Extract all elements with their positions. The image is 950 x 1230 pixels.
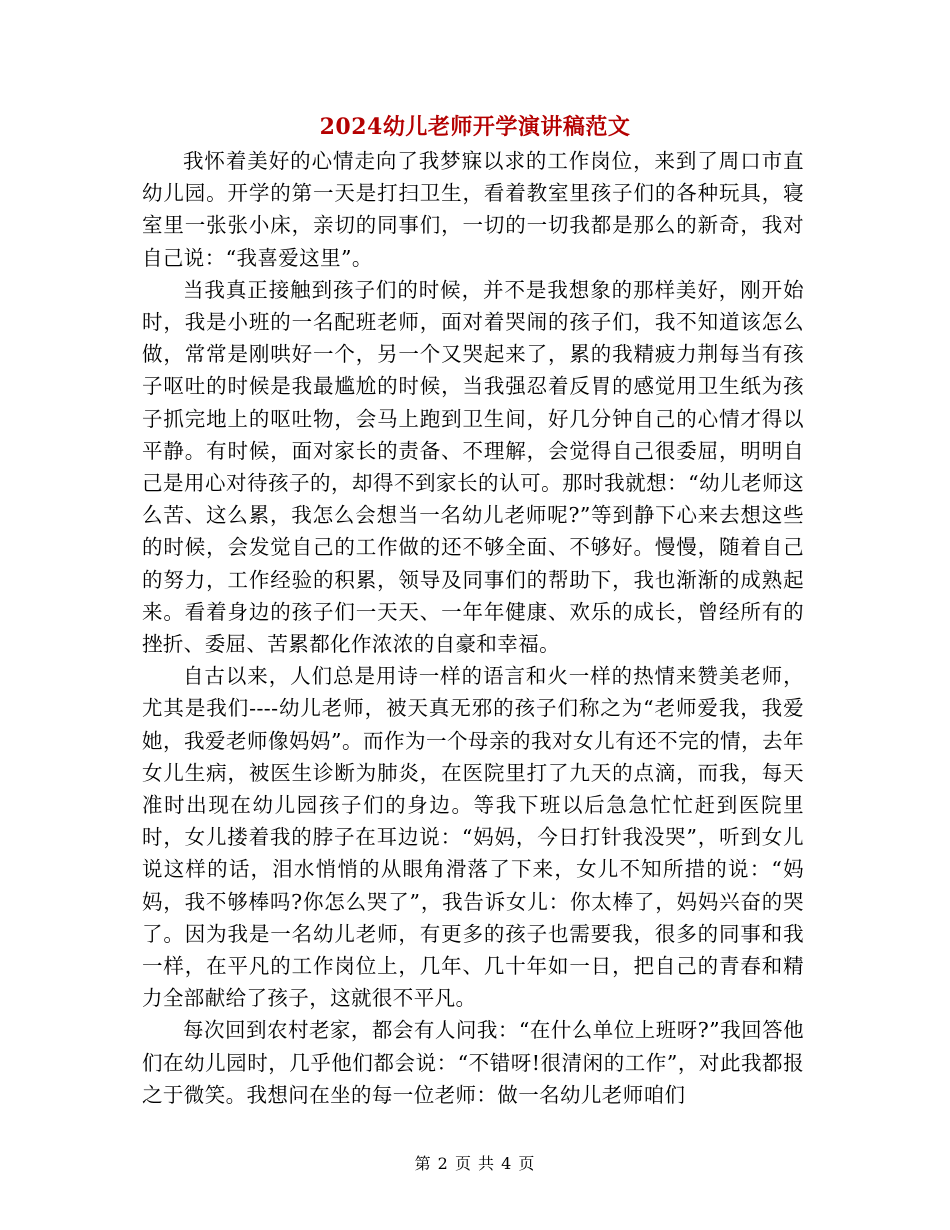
paragraph-1: 我怀着美好的心情走向了我梦寐以求的工作岗位，来到了周口市直幼儿园。开学的第一天是打扫卫生，看着教室里孩子们的各种玩具，寝室里一张张小床，亲切的同事们，一切的一切我都是那么的新奇，我对自己说：“我喜爱这里”。	[142, 149, 804, 270]
document-body	[142, 145, 804, 1111]
page-number-label: 第 2 页 共 4 页	[414, 1154, 536, 1173]
paragraph-2: 当我真正接触到孩子们的时候，并不是我想象的那样美好，刚开始时，我是小班的一名配班老师，面对着哭闹的孩子们，我不知道该怎么做，常常是刚哄好一个，另一个又哭起来了，累的我精疲力荆每当有孩子呕吐的时候是我最尴尬的时候，当我强忍着反胃的感觉用卫生纸为孩子抓完地上的呕吐物，会马上跑到卫生间，好几分钟自己的心情才得以平静。有时候，面对家长的责备、不理解，会觉得自己很委屈，明明自己是用心对待孩子的，却得不到家长的认可。那时我就想：“幼儿老师这么苦、这么累，我怎么会想当一名幼儿老师呢?”等到静下心来去想这些的时候，会发觉自己的工作做的还不够全面、不够好。慢慢，随着自己的努力，工作经验的积累，领导及同事们的帮助下，我也渐渐的成熟起来。看着身边的孩子们一天天、一年年健康、欢乐的成长，曾经所有的挫折、委屈、苦累都化作浓浓的自豪和幸福。	[142, 277, 804, 657]
paragraph-4: 每次回到农村老家，都会有人问我：“在什么单位上班呀?”我回答他们在幼儿园时，几乎他们都会说：“不错呀!很清闲的工作”，对此我都报之于微笑。我想问在坐的每一位老师：做一名幼儿老师咱们	[142, 1018, 804, 1107]
paragraph-3: 自古以来，人们总是用诗一样的语言和火一样的热情来赞美老师，尤其是我们----幼儿老师，被天真无邪的孩子们称之为“老师爱我，我爱她，我爱老师像妈妈”。而作为一个母亲的我对女儿有还不完的情，去年女儿生病，被医生诊断为肺炎，在医院里打了九天的点滴，而我，每天准时出现在幼儿园孩子们的身边。等我下班以后急急忙忙赶到医院里时，女儿搂着我的脖子在耳边说：“妈妈，今日打针我没哭”，听到女儿说这样的话，泪水悄悄的从眼角滑落了下来，女儿不知所措的说：“妈妈，我不够棒吗?你怎么哭了”，我告诉女儿：你太棒了，妈妈兴奋的哭了。因为我是一名幼儿老师，有更多的孩子也需要我，很多的同事和我一样，在平凡的工作岗位上，几年、几十年如一日，把自己的青春和精力全部献给了孩子，这就很不平凡。	[142, 664, 804, 1011]
document-title: 2024幼儿老师开学演讲稿范文	[319, 114, 631, 140]
page-footer	[0, 1153, 950, 1175]
